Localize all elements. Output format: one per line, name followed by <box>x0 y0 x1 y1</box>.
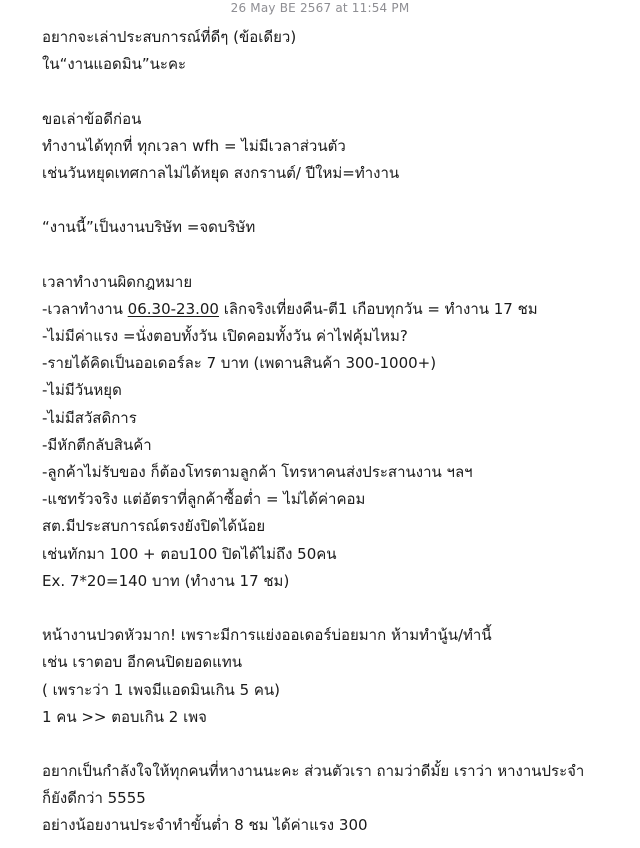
note-line: ก็ยังดีกว่า 5555 <box>42 789 146 808</box>
note-line: -ไม่มีสวัสดิการ <box>42 408 137 427</box>
blank-line <box>42 731 632 758</box>
note-line: อยากเป็นกำลังใจให้ทุกคนที่หางานนะคะ ส่วนตัวเรา ถามว่าดีมั้ย เราว่า หางานประจำ <box>42 762 585 781</box>
underlined-time-range: 06.30-23.00 <box>127 299 219 318</box>
note-line: หน้างานปวดหัวมาก! เพราะมีการแย่งออเดอร์บ่อยมาก ห้ามทำนู้น/ทำนี้ <box>42 626 492 645</box>
blank-line <box>42 595 632 622</box>
note-line: เวลาทำงานผิดกฎหมาย <box>42 272 193 291</box>
note-line: 1 คน >> ตอบเกิน 2 เพจ <box>42 707 207 726</box>
note-line: สต.มีประสบการณ์ตรงยังปิดได้น้อย <box>42 517 266 536</box>
note-line: -ลูกค้าไม่รับของ ก็ต้องโทรตามลูกค้า โทรหาคนส่งประสานงาน ฯลฯ <box>42 463 473 481</box>
note-line: “งานนี้”เป็นงานบริษัท =จดบริษัท <box>42 218 256 237</box>
blank-line <box>42 78 632 105</box>
note-line: ใน“งานแอดมิน”นะคะ <box>42 55 187 74</box>
note-line: อยากจะเล่าประสบการณ์ที่ดีๆ (ข้อเดียว) <box>42 28 297 46</box>
note-line: -ไม่มีค่าแรง =นั่งตอบทั้งวัน เปิดคอมทั้งวัน ค่าไฟคุ้มไหม? <box>42 327 408 346</box>
note-line: -แชทรัวจริง แต่อัตราที่ลูกค้าซื้อต่ำ = ไม่ได้ค่าคอม <box>42 490 366 509</box>
note-timestamp: 26 May BE 2567 at 11:54 PM <box>230 1 410 15</box>
note-line: เช่นทักมา 100 + ตอบ100 ปิดได้ไม่ถึง 50คน <box>42 544 337 563</box>
line-segment: -เวลาทำงาน <box>42 299 128 318</box>
note-line: ทำงานได้ทุกที่ ทุกเวลา wfh = ไม่มีเวลาส่วนตัว <box>42 136 346 155</box>
note-line <box>42 296 632 323</box>
note-line: -ไม่มีวันหยุด <box>42 381 122 400</box>
note-line: Ex. 7*20=140 บาท (ทำงาน 17 ชม) <box>42 571 290 590</box>
blank-line <box>42 242 632 269</box>
note-line: ( เพราะว่า 1 เพจมีแอดมินเกิน 5 คน) <box>42 680 281 699</box>
blank-line <box>42 187 632 214</box>
note-line: ขอเล่าข้อดีก่อน <box>42 109 142 128</box>
note-line: เช่น เราตอบ อีกคนปิดยอดแทน <box>42 653 242 672</box>
note-line: เช่นวันหยุดเทศกาลไม่ได้หยุด สงกรานต์/ ปีใหม่=ทำงาน <box>42 163 400 182</box>
note-line: -มีหักตีกลับสินค้า <box>42 435 152 454</box>
note-line: -รายได้คิดเป็นออเดอร์ละ 7 บาท (เพดานสินค้า 300-1000+) <box>42 354 437 373</box>
line-segment: เลิกจริงเที่ยงคืน-ตี1 เกือบทุกวัน = ทำงาน 17 ชม <box>218 299 538 318</box>
note-body[interactable] <box>42 24 632 840</box>
note-line: อย่างน้อยงานประจำทำขั้นต่ำ 8 ชม ได้ค่าแรง 300 <box>42 816 368 835</box>
